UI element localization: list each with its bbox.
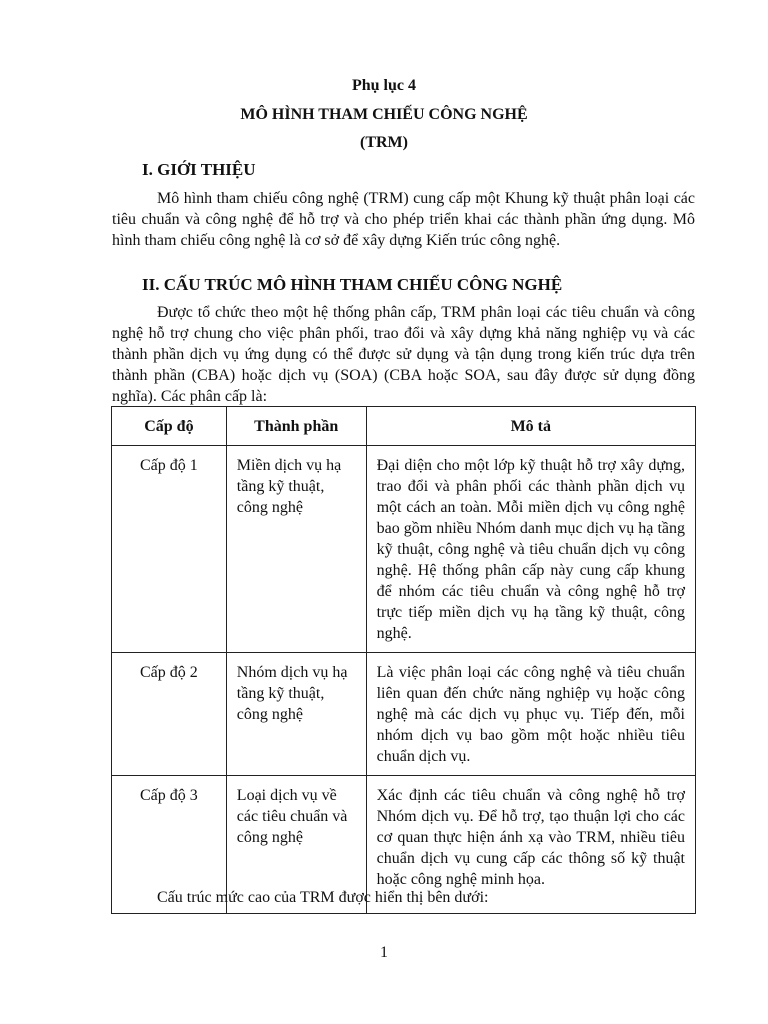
document-title: MÔ HÌNH THAM CHIẾU CÔNG NGHỆ [240,106,528,123]
header-description: Mô tả [366,407,695,446]
level-cell: Cấp độ 2 [112,653,227,776]
document-subtitle: (TRM) [360,134,408,151]
page-number: 1 [380,944,388,961]
header-component: Thành phần [226,407,366,446]
section2-paragraph: Được tổ chức theo một hệ thống phân cấp, TRM phân loại các tiêu chuẩn và công nghệ hỗ trợ chung cho việc phân phối, trao đổi và xây dựng khả năng nghiệp vụ và các thành phần dịch vụ ứng dụng có thể được sử dụng và tận dụng trong kiến trúc dựa trên thành phần (CBA) hoặc dịch vụ (SOA) (CBA hoặc SOA, sau đây được sử dụng đồng nghĩa). Các phân cấp là: [112,304,695,405]
after-table-text: Cấu trúc mức cao của TRM được hiển thị bên dưới: [157,889,489,906]
section2-heading: II. CẤU TRÚC MÔ HÌNH THAM CHIẾU CÔNG NGHỆ [142,275,563,294]
section1-heading: I. GIỚI THIỆU [142,160,256,179]
section1-paragraph: Mô hình tham chiếu công nghệ (TRM) cung cấp một Khung kỹ thuật phân loại các tiêu chuẩn và công nghệ để hỗ trợ và cho phép triển khai các thành phần ứng dụng. Mô hình tham chiếu công nghệ là cơ sở để xây dựng Kiến trúc công nghệ. [112,190,695,249]
description-cell: Là việc phân loại các công nghệ và tiêu chuẩn liên quan đến chức năng nghiệp vụ hoặc công nghệ mà các dịch vụ phục vụ. Tiếp đến, mỗi nhóm dịch vụ bao gồm một hoặc nhiều tiêu chuẩn dịch vụ. [366,653,695,776]
description-cell: Xác định các tiêu chuẩn và công nghệ hỗ trợ Nhóm dịch vụ. Để hỗ trợ, tạo thuận lợi cho các cơ quan thực hiện ánh xạ vào TRM, nhiều tiêu chuẩn dịch vụ cung cấp các thông số kỹ thuật hoặc công nghệ minh họa. [366,776,695,914]
component-cell: Miền dịch vụ hạ tầng kỹ thuật, công nghệ [226,446,366,653]
level-cell: Cấp độ 3 [112,776,227,914]
table-header-row [112,407,696,446]
level-cell: Cấp độ 1 [112,446,227,653]
hierarchy-table [111,406,696,914]
appendix-label: Phụ lục 4 [351,77,416,94]
component-cell: Loại dịch vụ về các tiêu chuẩn và công nghệ [226,776,366,914]
header-level: Cấp độ [112,407,227,446]
description-cell: Đại diện cho một lớp kỹ thuật hỗ trợ xây dựng, trao đổi và phân phối các thành phần dịch vụ một cách an toàn. Mỗi miền dịch vụ công nghệ bao gồm nhiều Nhóm danh mục dịch vụ hạ tầng kỹ thuật, công nghệ và tiêu chuẩn dịch vụ công nghệ. Hệ thống phân cấp này cung cấp khung để nhóm các tiêu chuẩn và công nghệ hỗ trợ trực tiếp miền dịch vụ hạ tầng kỹ thuật, công nghệ. [366,446,695,653]
component-cell: Nhóm dịch vụ hạ tầng kỹ thuật, công nghệ [226,653,366,776]
table-row [112,446,696,653]
table-row [112,653,696,776]
